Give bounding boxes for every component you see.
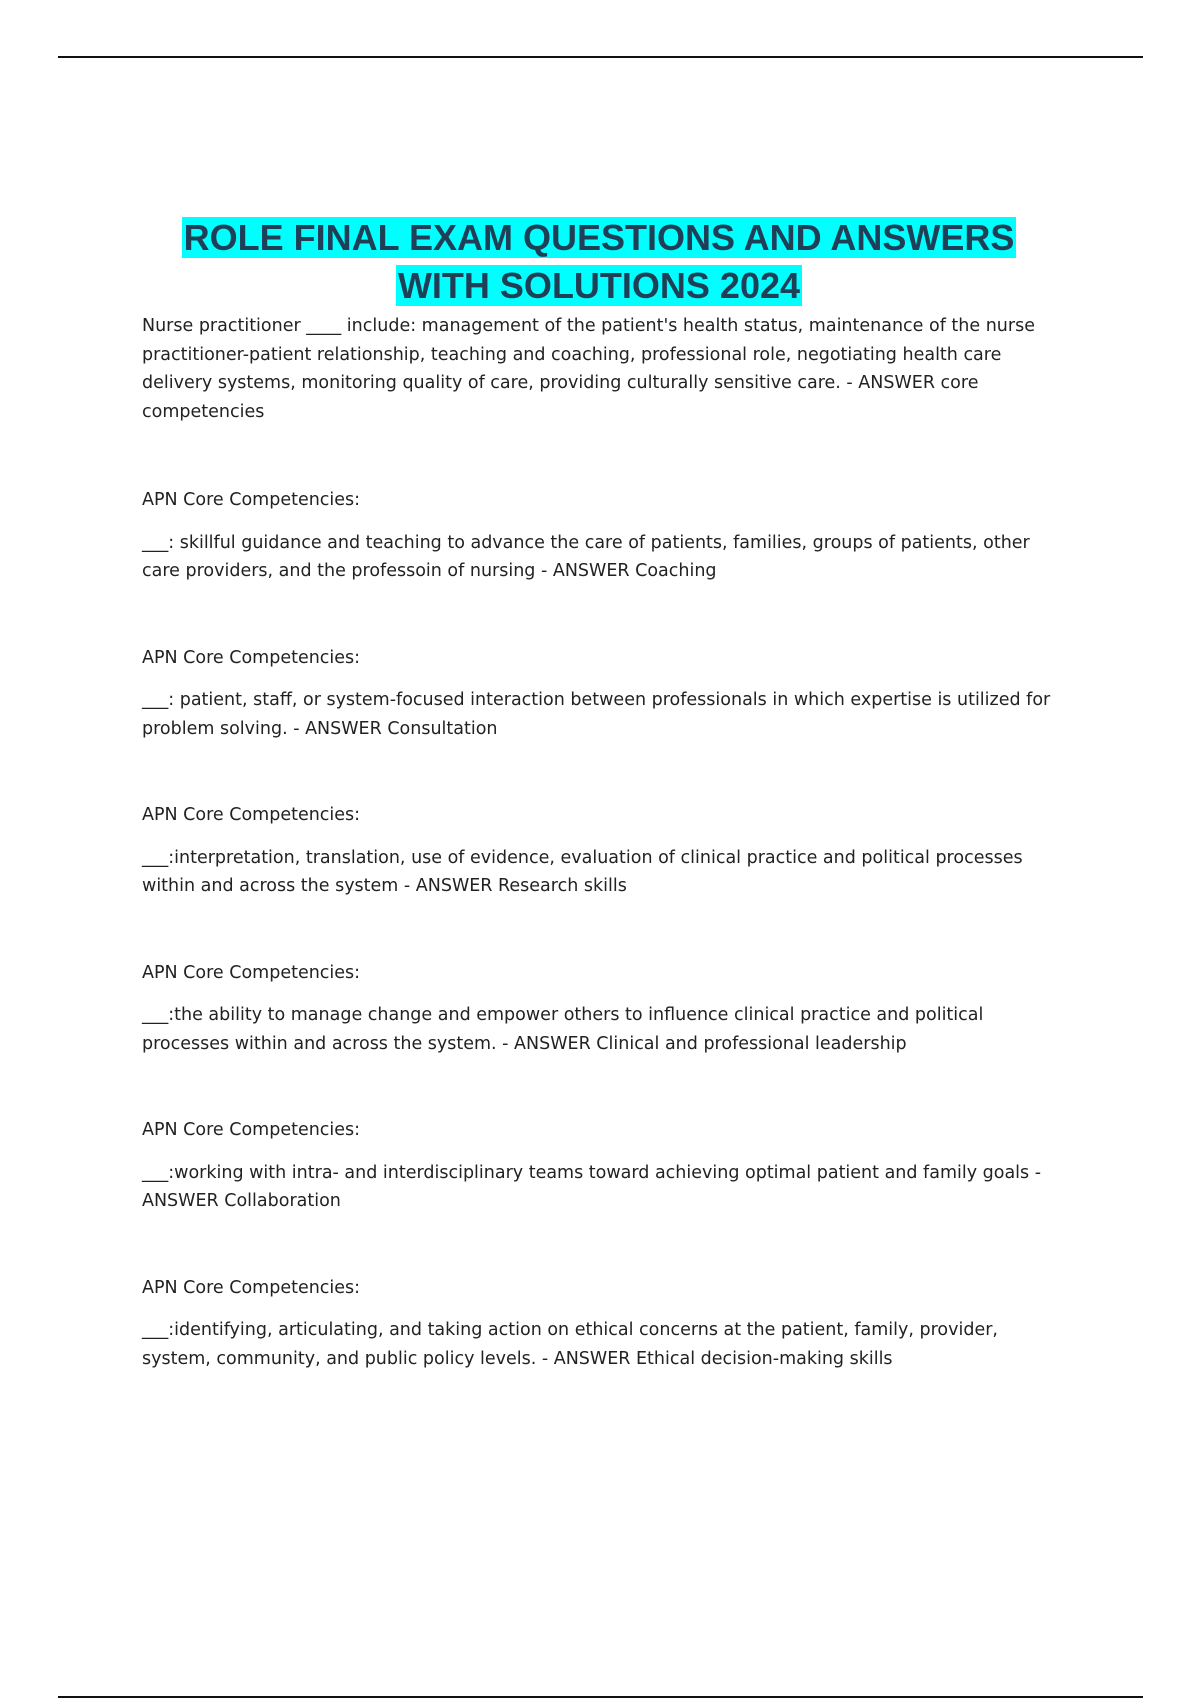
qa-heading: APN Core Competencies: xyxy=(142,962,361,983)
qa-text: ___:the ability to manage change and empower others to influence clinical practice and political processes within and across the system. - ANSWER Clinical and professional leadership xyxy=(142,1005,984,1054)
qa-text: ___:working with intra- and interdisciplinary teams toward achieving optimal patient and family goals - ANSWER Collaboration xyxy=(142,1162,1042,1211)
qa-heading: APN Core Competencies: xyxy=(142,647,361,668)
qa-item xyxy=(142,1116,1056,1216)
top-rule xyxy=(58,56,1143,58)
bottom-rule xyxy=(58,1696,1143,1698)
qa-item xyxy=(142,644,1056,744)
qa-heading: APN Core Competencies: xyxy=(142,1120,361,1140)
title-line-1: ROLE FINAL EXAM QUESTIONS AND ANSWERS xyxy=(183,217,1015,258)
qa-item xyxy=(142,1274,1056,1374)
qa-text: ___:interpretation, translation, use of evidence, evaluation of clinical practice and political processes within and across the system - ANSWER Research skills xyxy=(142,847,1023,896)
qa-item xyxy=(142,959,1056,1059)
qa-heading: APN Core Competencies: xyxy=(142,490,361,510)
qa-text: ___:identifying, articulating, and taking action on ethical concerns at the patient, family, provider, system, community, and public policy levels. - ANSWER Ethical decision-making skills xyxy=(142,1320,998,1369)
qa-heading: APN Core Competencies: xyxy=(142,805,361,825)
title-line-2: WITH SOLUTIONS 2024 xyxy=(397,265,801,306)
qa-heading: APN Core Competencies: xyxy=(142,1277,361,1298)
qa-item xyxy=(142,801,1056,901)
qa-text: ___: patient, staff, or system-focused interaction between professionals in which expertise is utilized for problem solving. - ANSWER Consultation xyxy=(142,690,1051,739)
document-title xyxy=(142,214,1056,310)
intro-question: Nurse practitioner ____ include: management of the patient's health status, maintenance of the nurse practitioner-patient relationship, teaching and coaching, professional role, negotiating health care delivery systems, monitoring quality of care, providing culturally sensitive care. - ANSWER core competencies xyxy=(142,316,1035,422)
qa-text: ___: skillful guidance and teaching to advance the care of patients, families, groups of patients, other care providers, and the professoin of nursing - ANSWER Coaching xyxy=(142,532,1030,581)
qa-item xyxy=(142,486,1056,586)
document-page xyxy=(142,214,1056,1431)
